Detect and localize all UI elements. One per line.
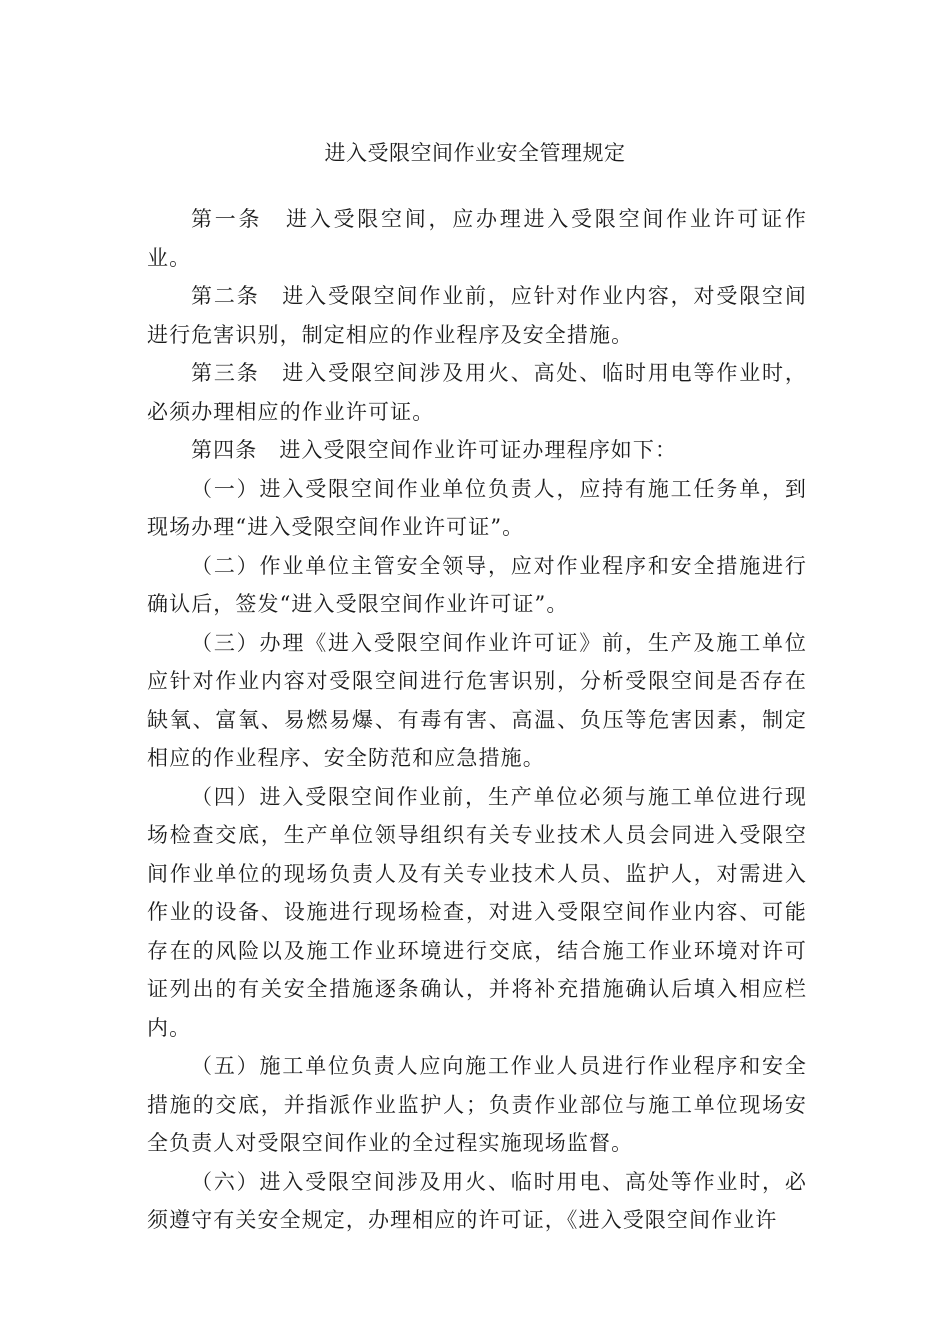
article-label: 第一条: [191, 207, 263, 231]
clause-5: （五）施工单位负责人应向施工作业人员进行作业程序和安全措施的交底，并指派作业监护人；负责作业部位与施工单位现场安全负责人对受限空间作业的全过程实施现场监督。: [147, 1054, 807, 1155]
article-text: 进入受限空间作业许可证办理程序如下：: [279, 438, 678, 462]
article-text: 进入受限空间，应办理进入受限空间作业许可证作业。: [147, 207, 807, 270]
clause-4: （四）进入受限空间作业前，生产单位必须与施工单位进行现场检查交底，生产单位领导组织有关专业技术人员会同进入受限空间作业单位的现场负责人及有关专业技术人员、监护人，对需进入作业的设备、设施进行现场检查，对进入受限空间作业内容、可能存在的风险以及施工作业环境进行交底，结合施工作业环境对许可证列出的有关安全措施逐条确认，并将补充措施确认后填入相应栏内。: [147, 784, 807, 1040]
article-text: 进入受限空间涉及用火、高处、临时用电等作业时，必须办理相应的作业许可证。: [147, 361, 807, 424]
clause-3: （三）办理《进入受限空间作业许可证》前，生产及施工单位应针对作业内容对受限空间进行危害识别，分析受限空间是否存在缺氧、富氧、易燃易爆、有毒有害、高温、负压等危害因素，制定相应的作业程序、安全防范和应急措施。: [147, 630, 807, 770]
article-label: 第四条: [191, 438, 258, 462]
article-text: 进入受限空间作业前，应针对作业内容，对受限空间进行危害识别，制定相应的作业程序及安全措施。: [147, 284, 807, 347]
clause-2: （二）作业单位主管安全领导，应对作业程序和安全措施进行确认后，签发“进入受限空间作业许可证”。: [147, 553, 807, 616]
article-1: [147, 200, 807, 277]
clause-1: （一）进入受限空间作业单位负责人，应持有施工任务单，到现场办理“进入受限空间作业许可证”。: [147, 476, 807, 539]
article-label: 第二条: [191, 284, 260, 308]
document-body: [147, 200, 807, 1240]
article-2: [147, 277, 807, 354]
clause-6: （六）进入受限空间涉及用火、临时用电、高处等作业时，必须遵守有关安全规定，办理相应的许可证，《进入受限空间作业许: [147, 1169, 807, 1232]
document-title: 进入受限空间作业安全管理规定: [324, 141, 626, 165]
article-label: 第三条: [191, 361, 260, 385]
article-3: [147, 354, 807, 431]
article-4: [147, 431, 807, 470]
